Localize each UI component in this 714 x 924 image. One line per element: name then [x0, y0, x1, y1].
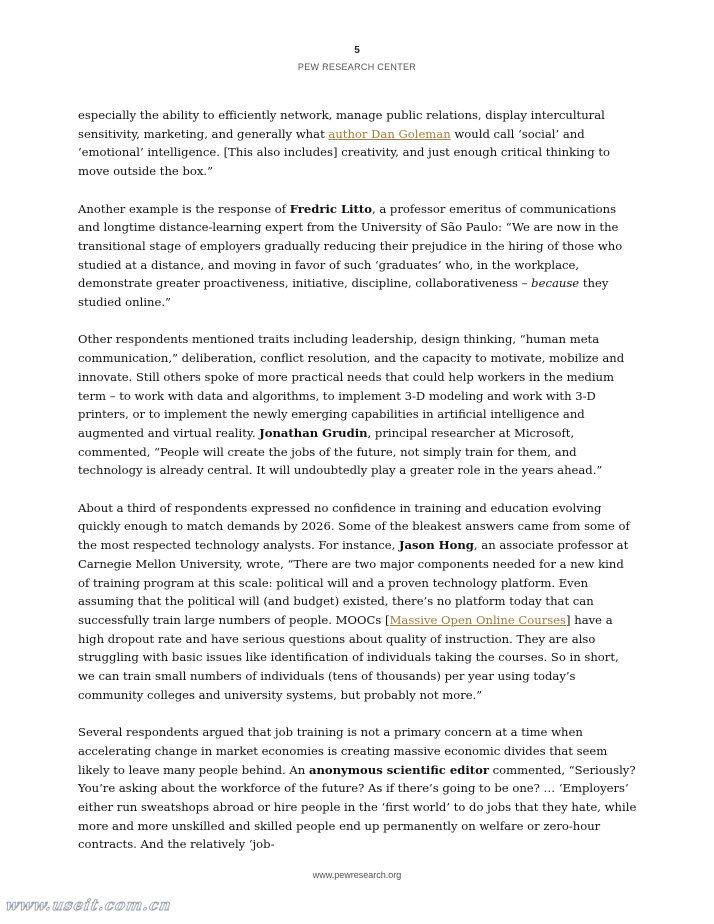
- text-run: About a third of respondents expressed no confidence in training and education evolving quickly enough to match demands by 2026. Some of the bleakest answers came from some of the most respected technology analysts. For instance,: [78, 500, 630, 553]
- text-run: , an associate professor at Carnegie Mellon University, wrote, “There are two major components needed for a new kind of training program at this scale: political will and a proven technology platform. Even assuming that the political will (and budget) existed, there’s no platform today that can successfully train large numbers of people. MOOCs [: [78, 538, 629, 627]
- respondent-name: anonymous scientific editor: [308, 762, 489, 777]
- respondent-name: Jason Hong: [398, 538, 474, 553]
- paragraph: [78, 499, 638, 705]
- respondent-name: Fredric Litto: [289, 201, 372, 216]
- text-run: Other respondents mentioned traits including leadership, design thinking, “human meta communication,” deliberation, conflict resolution, and the capacity to motivate, mobilize and innovate. Still others spoke of more practical needs that could help workers in the medium term – to work with data and algorithms, to implement 3-D modeling and work with 3-D printers, or to implement the newly emerging capabilities in artificial intelligence and augmented and virtual reality.: [78, 332, 625, 440]
- text-run: , principal researcher at Microsoft, commented, “People will create the jobs of the future, not simply train for them, and technology is already central. It will undoubtedly play a greater role in the years ahead.”: [78, 425, 603, 478]
- page-number: 5: [354, 45, 360, 56]
- paragraph: [78, 723, 638, 854]
- watermark: www.useit.com.cn: [4, 896, 174, 914]
- footer-url: www.pewresearch.org: [312, 870, 402, 880]
- org-header: PEW RESEARCH CENTER: [297, 62, 417, 72]
- paragraph: [78, 330, 638, 480]
- paragraph: [78, 200, 638, 312]
- body-text: [78, 106, 638, 854]
- link-author-dan-goleman[interactable]: author Dan Goleman: [328, 126, 451, 141]
- text-run: , a professor emeritus of communications and longtime distance-learning expert from the University of São Paulo: “We are now in the transitional stage of employers gradually reducing their prejudice in the hiring of those who studied at a distance, and moving in favor of such ‘graduates’ who, in the workplace, demonstrate greater proactiveness, initiative, discipline, collaborativeness –: [78, 201, 623, 291]
- text-run: Several respondents argued that job training is not a primary concern at a time when accelerating change in market economies is creating massive economic divides that seem likely to leave many people behind. An: [78, 725, 608, 777]
- emphasis-text: because: [531, 276, 580, 291]
- paragraph: [78, 106, 638, 181]
- respondent-name: Jonathan Grudin: [259, 425, 368, 440]
- text-run: would call ‘social’ and ‘emotional’ intelligence. [This also includes] creativity, and just enough critical thinking to move outside the box.”: [78, 126, 611, 179]
- text-run: they studied online.”: [78, 276, 609, 310]
- text-run: ] have a high dropout rate and have serious questions about quality of instruction. They are also struggling with basic issues like identification of individuals taking the courses. So in short, we can train small numbers of individuals (tens of thousands) per year using today’s community colleges and university systems, but probably not more.”: [78, 612, 619, 702]
- text-run: especially the ability to efficiently network, manage public relations, display intercultural sensitivity, marketing, and generally what: [78, 108, 605, 141]
- text-run: commented, “Seriously? You’re asking about the workforce of the future? As if there’s going to be one? … ‘Employers’ either run sweatshops abroad or hire people in the ‘first world’ to do jobs that they hate, while more and more unskilled and skilled people end up permanently on welfare or zero-hour contracts. And the relatively ‘job-: [78, 762, 637, 852]
- text-run: Another example is the response of: [78, 201, 290, 216]
- link-massive-open-online-courses[interactable]: Massive Open Online Courses: [389, 612, 567, 627]
